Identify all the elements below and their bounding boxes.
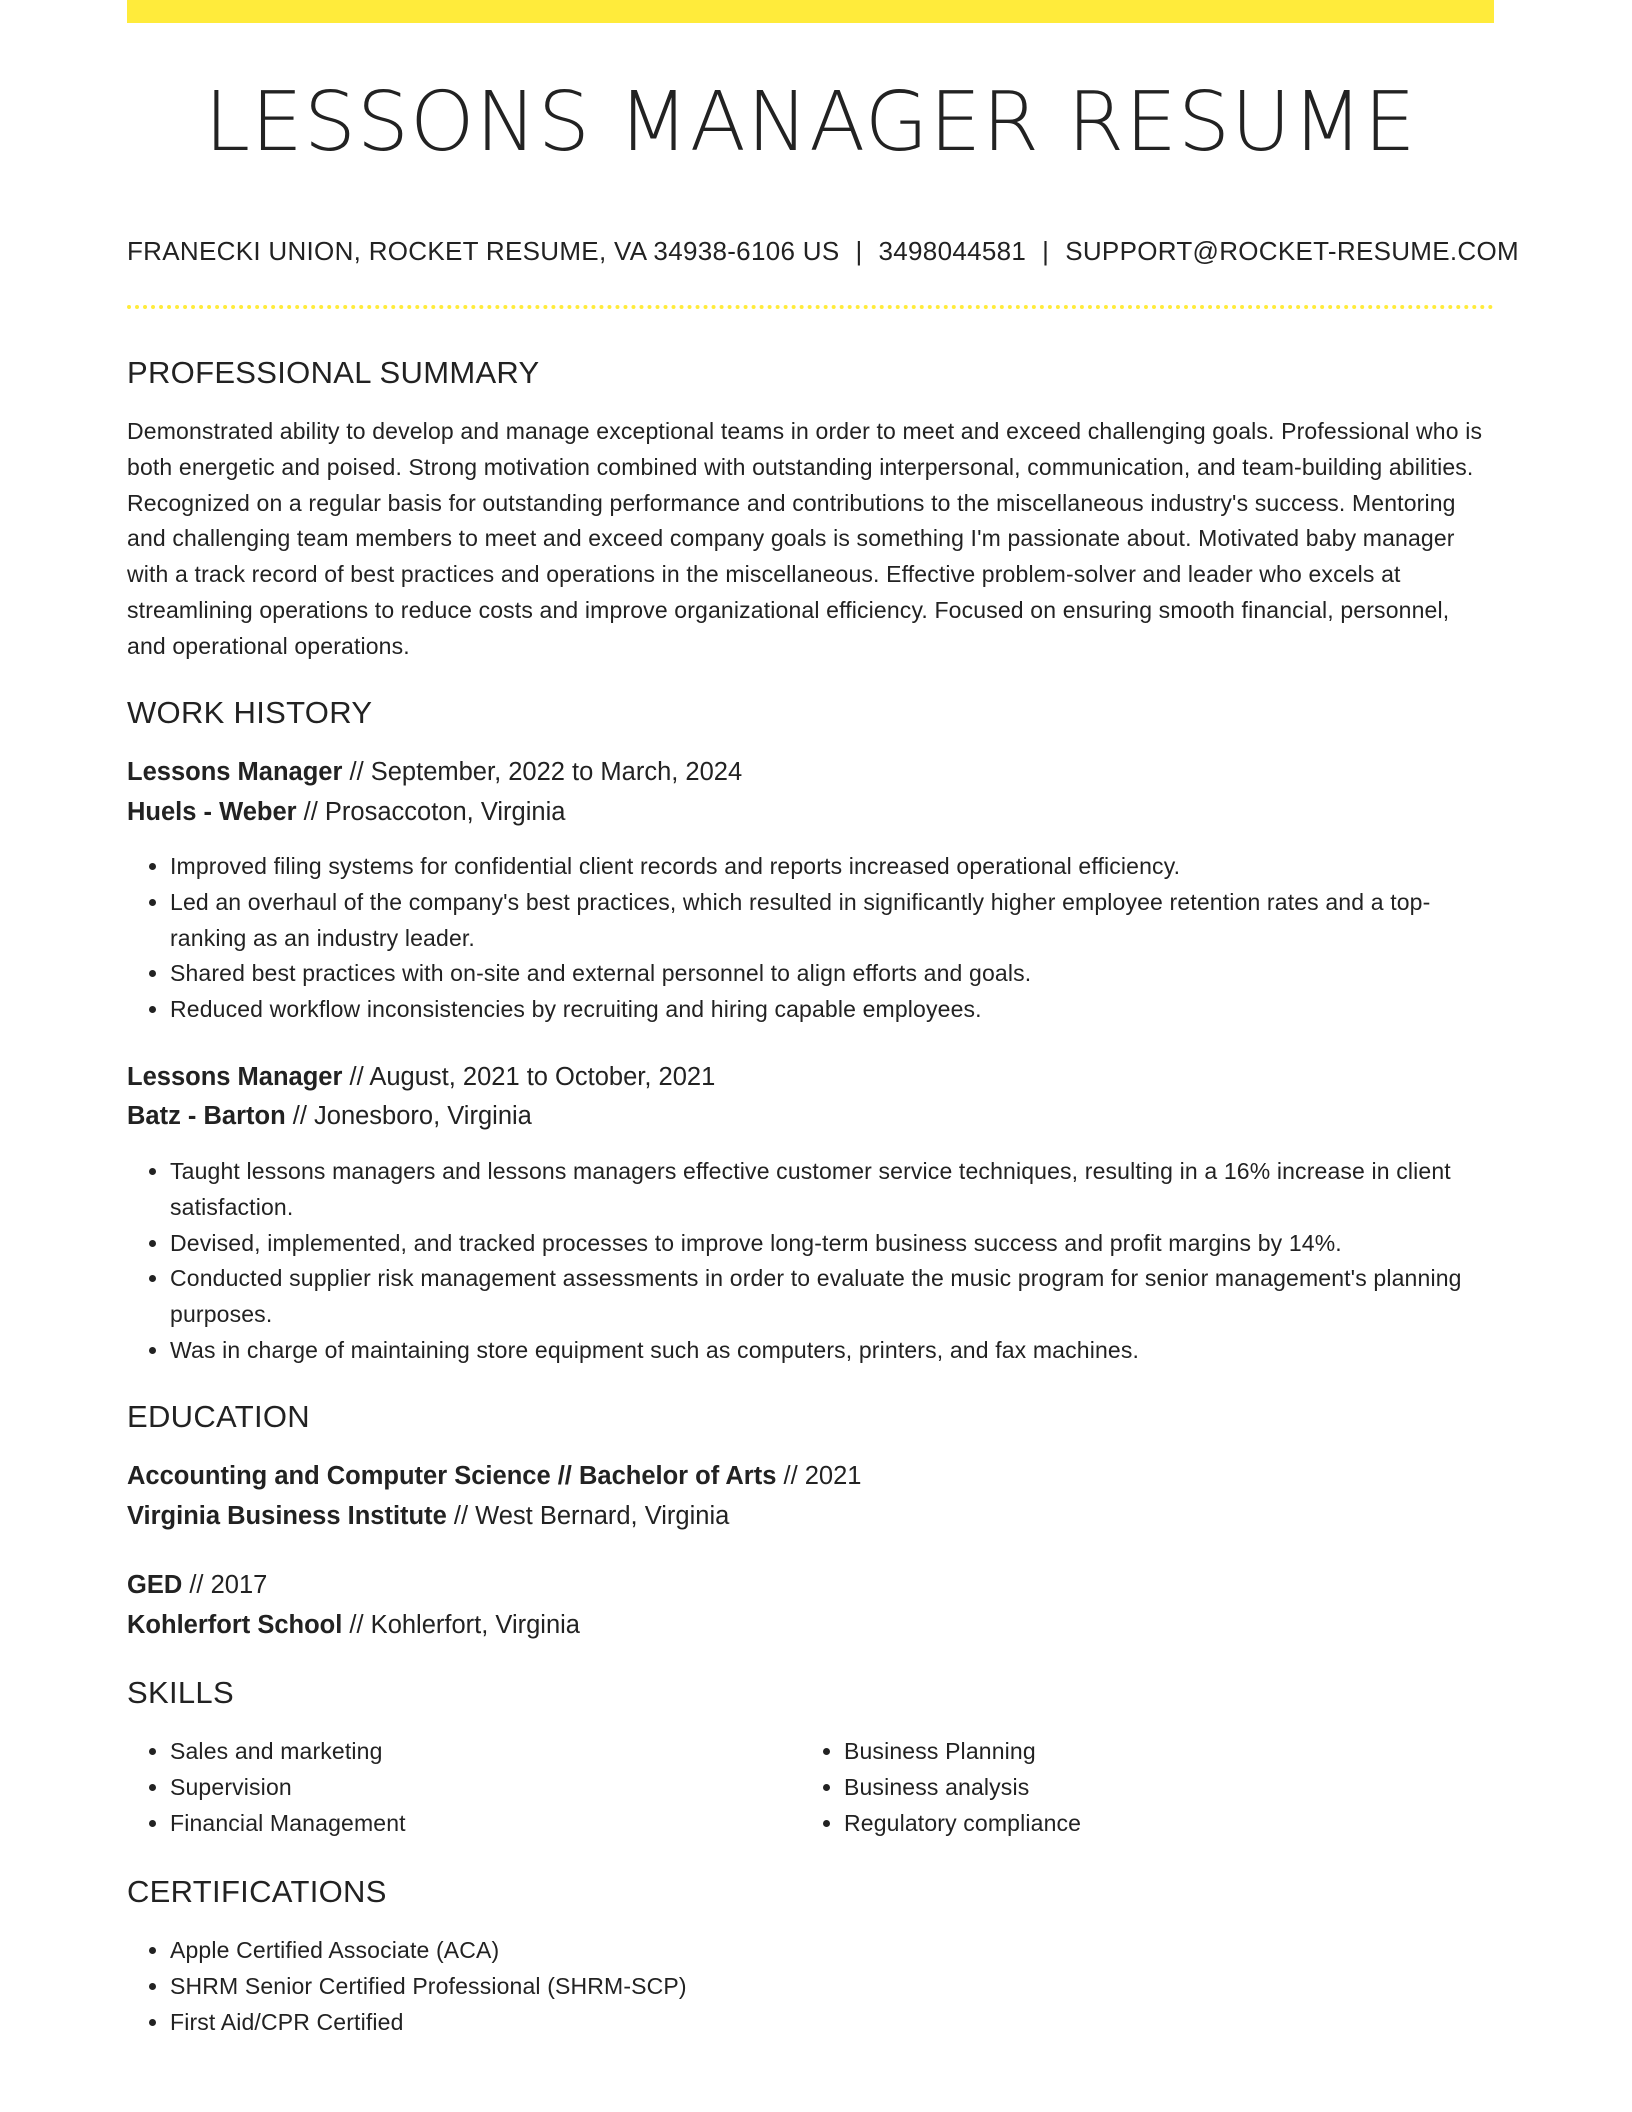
education-degree-line [127,1571,267,1600]
job-location: // Jonesboro, Virginia [285,1102,532,1130]
job-company: Huels - Weber [127,798,297,826]
job-bullets [127,1154,1494,1369]
list-item: • Was in charge of maintaining store equipment such as computers, printers, and fax machines. [170,1333,1494,1369]
dotted-divider [127,305,1494,309]
list-item: • Improved filing systems for confidential client records and reports increased operational efficiency. [170,849,1494,885]
contact-email: SUPPORT@ROCKET-RESUME.COM [1065,236,1519,266]
job-bullets [127,849,1494,1028]
job-title: Lessons Manager [127,1063,343,1091]
education-year: // 2021 [776,1462,862,1490]
list-item: • Regulatory compliance [844,1806,1632,1842]
resume-title: LESSONS MANAGER RESUME [204,75,1417,170]
list-item: • SHRM Senior Certified Professional (SHRM-SCP) [170,1969,1494,2005]
contact-phone: 3498044581 [878,236,1027,266]
education-school-line [127,1502,729,1531]
list-item: • Business Planning [844,1734,1632,1770]
list-item: • Conducted supplier risk management assessments in order to evaluate the music program for senior management's planning purposes. [170,1261,1494,1333]
list-item: • Financial Management [170,1806,1494,1842]
job-dates: // August, 2021 to October, 2021 [342,1063,716,1091]
job-location: // Prosaccoton, Virginia [296,798,566,826]
list-item: • Shared best practices with on-site and external personnel to align efforts and goals. [170,956,1494,992]
education-location: // West Bernard, Virginia [446,1502,730,1530]
accent-top-bar [127,0,1494,23]
list-item: • Apple Certified Associate (ACA) [170,1933,1494,1969]
list-item: • Business analysis [844,1770,1632,1806]
list-item: • Reduced workflow inconsistencies by recruiting and hiring capable employees. [170,992,1494,1028]
job-company-line [127,1102,532,1131]
list-item: • Taught lessons managers and lessons managers effective customer service techniques, resulting in a 16% increase in client satisfaction. [170,1154,1494,1226]
job-dates: // September, 2022 to March, 2024 [342,758,743,786]
section-heading-work: WORK HISTORY [127,695,373,730]
education-degree-line [127,1462,861,1491]
list-item: • First Aid/CPR Certified [170,2005,1494,2041]
contact-address: FRANECKI UNION, ROCKET RESUME, VA 34938-6106 US [127,236,840,266]
section-heading-certifications: CERTIFICATIONS [127,1874,387,1909]
job-title: Lessons Manager [127,758,343,786]
section-heading-skills: SKILLS [127,1675,234,1710]
list-item: • Supervision [170,1770,1494,1806]
summary-text: Demonstrated ability to develop and manage exceptional teams in order to meet and exceed challenging goals. Professional who is both energetic and poised. Strong motivation combined with outstanding interpersonal, communication, and team-building abilities. Recognized on a regular basis for outstanding performance and contributions to the miscellaneous industry's success. Mentoring and challenging team members to meet and exceed company goals is something I'm passionate about. Motivated baby manager with a track record of best practices and operations in the miscellaneous. Effective problem-solver and leader who excels at streamlining operations to reduce costs and improve organizational efficiency. Focused on ensuring smooth financial, personnel, and operational operations. [127,418,1483,659]
education-school: Kohlerfort School [127,1611,343,1639]
list-item: • Sales and marketing [170,1734,1494,1770]
list-item: • Devised, implemented, and tracked processes to improve long-term business success and profit margins by 14%. [170,1226,1494,1262]
education-location: // Kohlerfort, Virginia [342,1611,580,1639]
job-title-line [127,1063,715,1092]
contact-separator: | [1042,236,1050,266]
certifications-list [127,1933,1494,2040]
education-degree: Accounting and Computer Science // Bachelor of Arts [127,1462,777,1490]
section-heading-education: EDUCATION [127,1399,310,1434]
skills-list-right [801,1734,1632,1841]
job-title-line [127,758,742,787]
section-heading-summary: PROFESSIONAL SUMMARY [127,355,540,390]
education-year: // 2017 [182,1571,268,1599]
contact-line [127,236,1519,267]
education-school-line [127,1611,580,1640]
list-item: • Led an overhaul of the company's best practices, which resulted in significantly higher employee retention rates and a top-ranking as an industry leader. [170,885,1494,957]
job-company: Batz - Barton [127,1102,286,1130]
contact-separator: | [855,236,863,266]
education-school: Virginia Business Institute [127,1502,447,1530]
education-degree: GED [127,1571,183,1599]
job-company-line [127,798,565,827]
